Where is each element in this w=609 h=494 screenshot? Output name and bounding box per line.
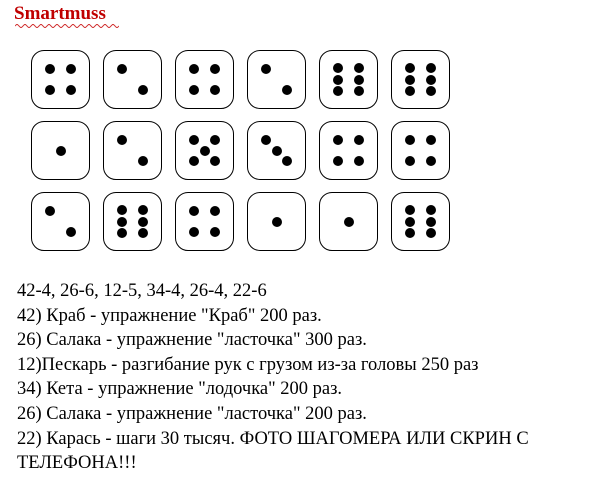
die-pip — [210, 227, 220, 237]
die-face-4 — [175, 192, 234, 251]
die-pip — [117, 205, 127, 215]
die-face-2 — [31, 192, 90, 251]
header-title-text: Smartmuss — [14, 3, 106, 24]
die-pip — [272, 217, 282, 227]
die-face-5 — [175, 121, 234, 180]
die-pip — [333, 135, 343, 145]
die-pip — [45, 206, 55, 216]
die-face-2 — [103, 50, 162, 109]
text-line-34-keta: 34) Кета - упражнение "лодочка" 200 раз. — [17, 379, 343, 400]
die-pip — [354, 63, 364, 73]
die-pip — [117, 64, 127, 74]
die-pip — [200, 146, 210, 156]
die-pip — [333, 156, 343, 166]
die-pip — [189, 85, 199, 95]
die-face-6 — [319, 50, 378, 109]
die-face-6 — [103, 192, 162, 251]
text-line-22-karas-cont: ТЕЛЕФОНА!!! — [17, 453, 137, 474]
die-pip — [261, 64, 271, 74]
die-pip — [189, 206, 199, 216]
die-pip — [333, 75, 343, 85]
die-pip — [45, 64, 55, 74]
die-pip — [138, 205, 148, 215]
die-pip — [426, 75, 436, 85]
die-pip — [405, 156, 415, 166]
die-pip — [426, 63, 436, 73]
die-face-3 — [247, 121, 306, 180]
die-pip — [210, 156, 220, 166]
die-pip — [354, 156, 364, 166]
die-pip — [426, 156, 436, 166]
die-pip — [45, 85, 55, 95]
die-pip — [210, 135, 220, 145]
die-face-1 — [247, 192, 306, 251]
die-pip — [354, 75, 364, 85]
text-line-12-peskar: 12)Пескарь - разгибание рук с грузом из-за головы 250 раз — [17, 354, 479, 375]
die-pip — [117, 228, 127, 238]
die-face-4 — [391, 121, 450, 180]
die-pip — [138, 85, 148, 95]
die-pip — [210, 206, 220, 216]
die-pip — [426, 228, 436, 238]
die-pip — [189, 135, 199, 145]
die-pip — [117, 217, 127, 227]
text-line-42-krab: 42) Краб - упражнение "Краб" 200 раз. — [17, 305, 322, 326]
die-pip — [66, 227, 76, 237]
die-pip — [282, 85, 292, 95]
die-pip — [189, 156, 199, 166]
die-pip — [66, 85, 76, 95]
die-face-4 — [175, 50, 234, 109]
exercise-text — [17, 279, 607, 476]
die-pip — [138, 217, 148, 227]
die-face-1 — [31, 121, 90, 180]
die-face-2 — [247, 50, 306, 109]
die-pip — [138, 228, 148, 238]
die-pip — [56, 146, 66, 156]
die-pip — [272, 146, 282, 156]
spellcheck-underline — [15, 24, 119, 28]
die-pip — [210, 85, 220, 95]
die-pip — [405, 205, 415, 215]
die-pip — [354, 86, 364, 96]
text-line-codes: 42-4, 26-6, 12-5, 34-4, 26-4, 22-6 — [17, 281, 267, 301]
die-pip — [405, 75, 415, 85]
die-face-6 — [391, 192, 450, 251]
header-title — [14, 3, 106, 25]
text-line-22-karas: 22) Карась - шаги 30 тысяч. ФОТО ШАГОМЕРА ИЛИ СКРИН С — [17, 428, 529, 449]
die-pip — [189, 227, 199, 237]
die-face-4 — [319, 121, 378, 180]
die-face-4 — [31, 50, 90, 109]
die-pip — [354, 135, 364, 145]
die-pip — [333, 86, 343, 96]
die-pip — [210, 64, 220, 74]
die-pip — [405, 228, 415, 238]
die-pip — [405, 135, 415, 145]
die-face-2 — [103, 121, 162, 180]
die-pip — [261, 135, 271, 145]
die-pip — [426, 86, 436, 96]
die-pip — [66, 64, 76, 74]
die-pip — [426, 217, 436, 227]
die-pip — [405, 217, 415, 227]
text-line-26-salaka: 26) Салака - упражнение "ласточка" 300 раз. — [17, 330, 367, 351]
die-pip — [138, 156, 148, 166]
die-face-6 — [391, 50, 450, 109]
die-pip — [282, 156, 292, 166]
die-pip — [189, 64, 199, 74]
dice-grid — [31, 50, 450, 251]
die-pip — [117, 135, 127, 145]
die-pip — [405, 86, 415, 96]
die-pip — [426, 205, 436, 215]
die-face-1 — [319, 192, 378, 251]
die-pip — [333, 63, 343, 73]
die-pip — [405, 63, 415, 73]
die-pip — [344, 217, 354, 227]
die-pip — [426, 135, 436, 145]
text-line-26-salaka-2: 26) Салака - упражнение "ласточка" 200 раз. — [17, 403, 367, 424]
